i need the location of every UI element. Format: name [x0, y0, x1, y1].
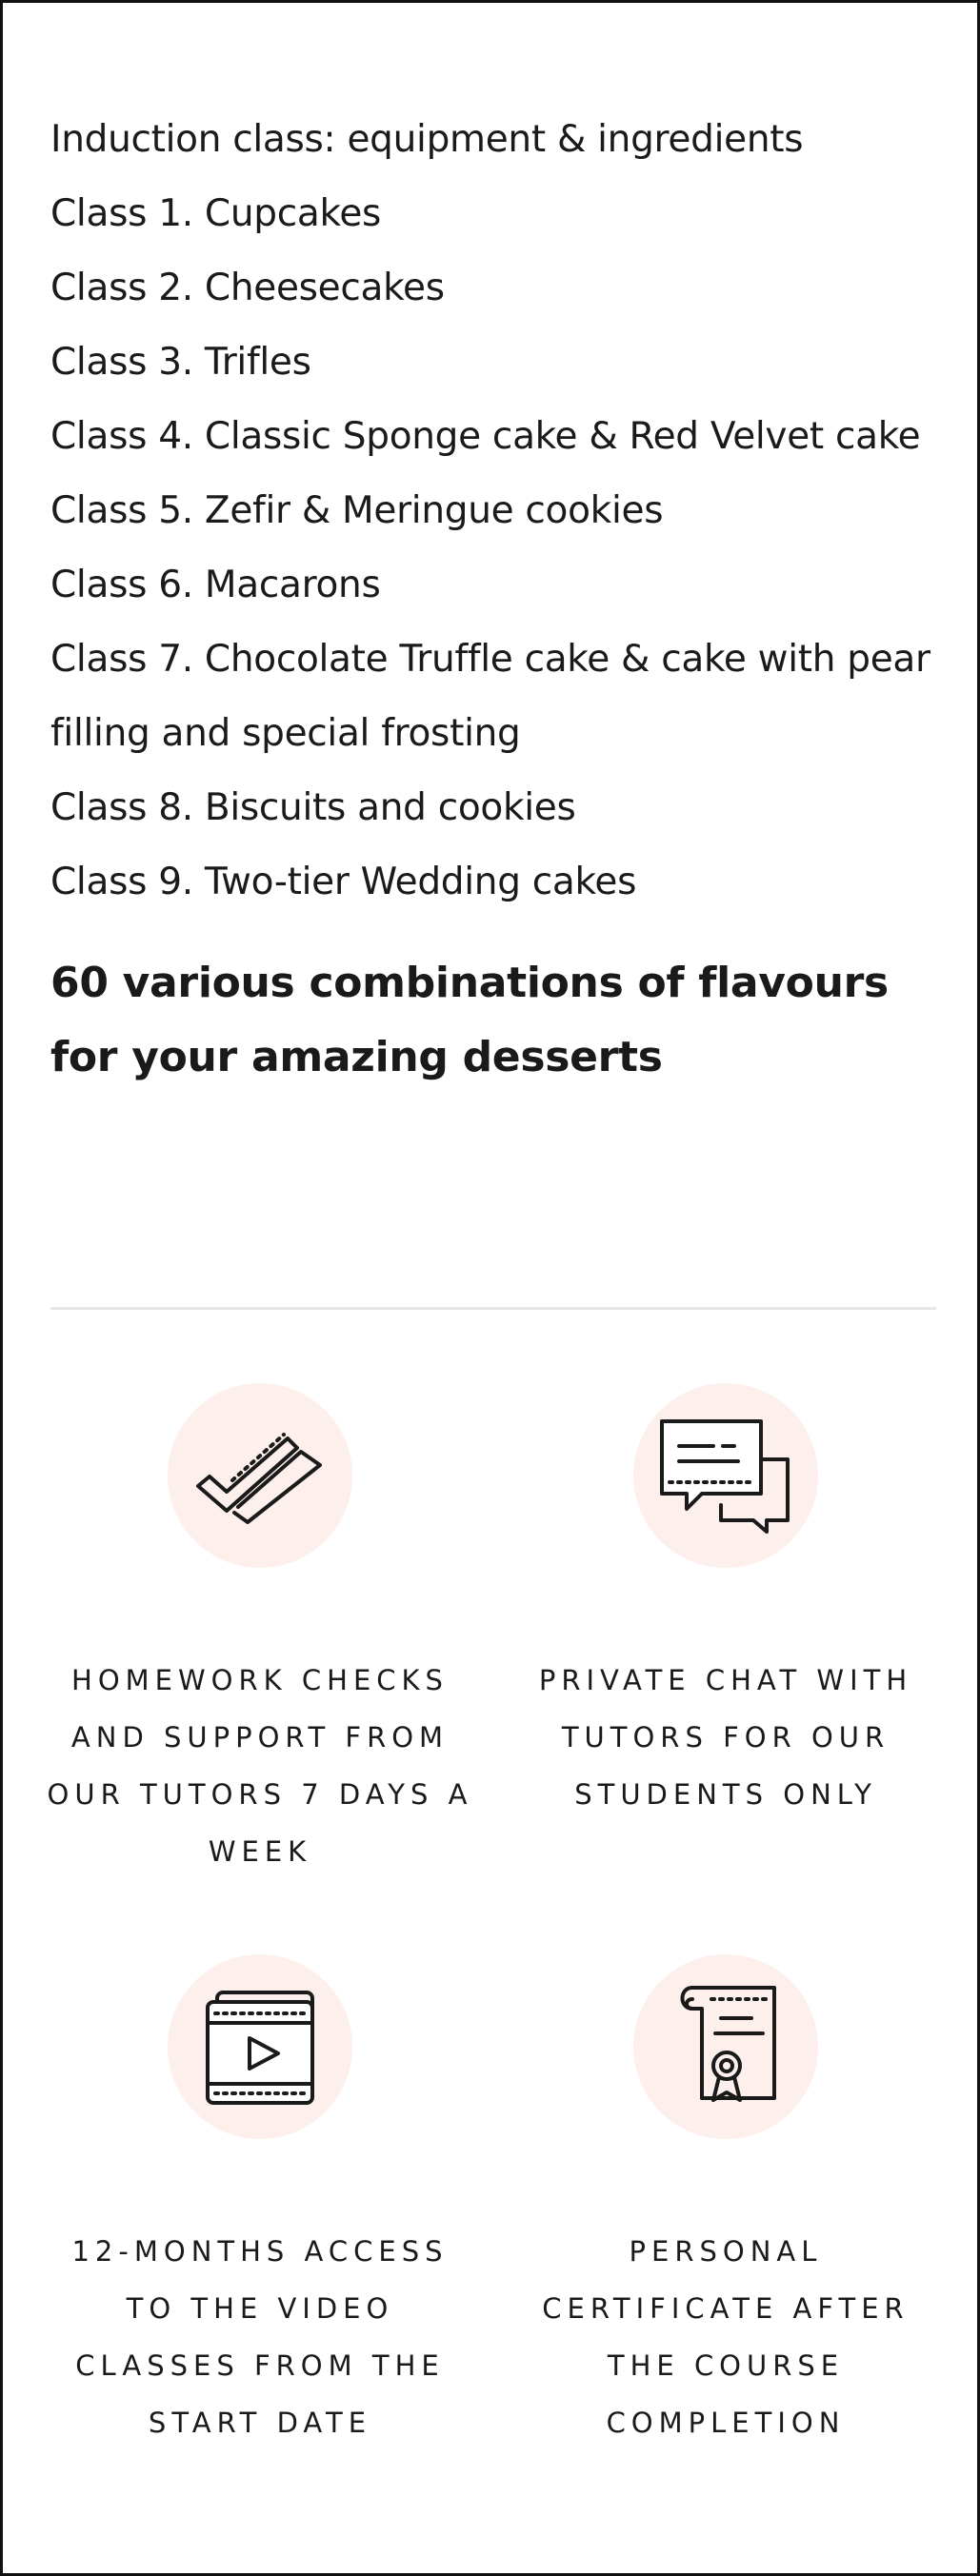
feature-video-access	[46, 1954, 474, 2451]
section-divider	[50, 1307, 936, 1310]
class-item-4: Class 4. Classic Sponge cake & Red Velvet cake	[50, 415, 921, 458]
class-item-2: Class 2. Cheesecakes	[50, 267, 445, 309]
feature-icon-circle	[168, 1954, 352, 2139]
feature-private-chat	[511, 1383, 940, 1823]
class-item-6: Class 6. Macarons	[50, 564, 381, 606]
class-item-3: Class 3. Trifles	[50, 341, 311, 384]
double-check-icon	[189, 1423, 331, 1528]
class-list	[50, 103, 936, 920]
feature-homework	[46, 1383, 474, 1880]
feature-certificate-label: PERSONAL CERTIFICATE AFTER THE COURSE COMPLETION	[542, 2235, 910, 2439]
flavours-headline: 60 various combinations of flavours for your amazing desserts	[50, 959, 889, 1081]
class-item-1: Class 1. Cupcakes	[50, 192, 382, 235]
certificate-icon	[654, 1980, 797, 2113]
class-item-9: Class 9. Two-tier Wedding cakes	[50, 861, 637, 903]
feature-certificate	[511, 1954, 940, 2451]
feature-icon-circle	[633, 1383, 818, 1568]
course-content	[50, 103, 936, 1095]
feature-video-access-label: 12-MONTHS ACCESS TO THE VIDEO CLASSES FROM THE START DATE	[71, 2235, 449, 2439]
class-item-induction: Induction class: equipment & ingredients	[50, 118, 804, 161]
feature-homework-label: HOMEWORK CHECKS AND SUPPORT FROM OUR TUTORS 7 DAYS A WEEK	[47, 1664, 473, 1868]
feature-private-chat-label: PRIVATE CHAT WITH TUTORS FOR OUR STUDENTS ONLY	[538, 1664, 913, 1811]
class-item-5: Class 5. Zefir & Meringue cookies	[50, 489, 664, 532]
feature-icon-circle	[633, 1954, 818, 2139]
class-item-7: Class 7. Chocolate Truffle cake & cake with pear filling and special frosting	[50, 638, 930, 755]
feature-icon-circle	[168, 1383, 352, 1568]
class-item-8: Class 8. Biscuits and cookies	[50, 786, 576, 829]
video-play-icon	[189, 1985, 331, 2109]
chat-bubbles-icon	[654, 1414, 797, 1537]
